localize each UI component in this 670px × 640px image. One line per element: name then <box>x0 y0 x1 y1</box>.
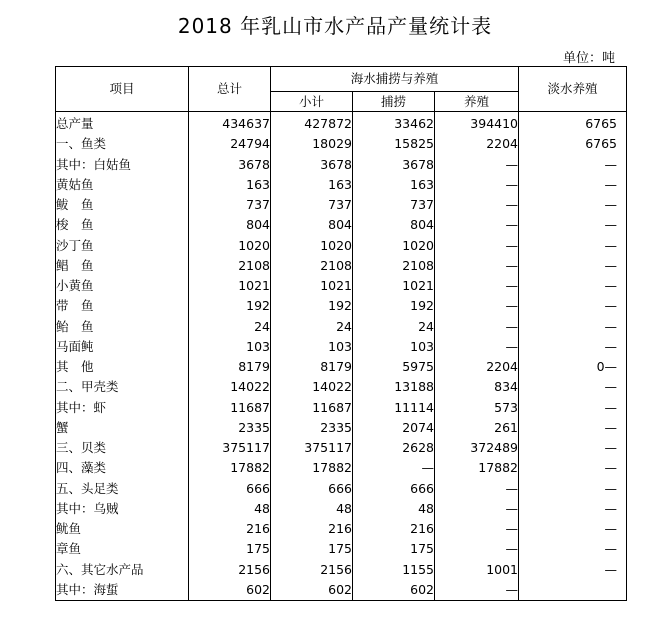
table-row <box>56 458 627 478</box>
row-name: 章鱼 <box>56 539 189 559</box>
table-row <box>56 580 627 601</box>
cell-total: 2108 <box>189 256 271 276</box>
cell-catch: 3678 <box>353 155 435 175</box>
cell-freshwater: — <box>519 256 627 276</box>
table-row <box>56 377 627 397</box>
cell-total: 375117 <box>189 438 271 458</box>
cell-freshwater: — <box>519 317 627 337</box>
header-freshwater: 淡水养殖 <box>519 67 627 112</box>
cell-aquaculture: 372489 <box>435 438 519 458</box>
cell-freshwater: — <box>519 458 627 478</box>
cell-subtotal: 8179 <box>271 357 353 377</box>
cell-total: 804 <box>189 215 271 235</box>
cell-freshwater: — <box>519 539 627 559</box>
row-name: 六、其它水产品 <box>56 560 189 580</box>
table-row <box>56 499 627 519</box>
table-row <box>56 195 627 215</box>
table-row <box>56 236 627 256</box>
cell-freshwater: — <box>519 236 627 256</box>
cell-subtotal: 103 <box>271 337 353 357</box>
cell-total: 11687 <box>189 398 271 418</box>
table-row <box>56 539 627 559</box>
row-name: 鲐 鱼 <box>56 317 189 337</box>
cell-freshwater: — <box>519 276 627 296</box>
row-name: 其中：乌贼 <box>56 499 189 519</box>
row-name: 鱿鱼 <box>56 519 189 539</box>
table-row <box>56 276 627 296</box>
cell-catch: 103 <box>353 337 435 357</box>
cell-aquaculture: — <box>435 215 519 235</box>
cell-catch: — <box>353 458 435 478</box>
cell-catch: 48 <box>353 499 435 519</box>
cell-freshwater: — <box>519 377 627 397</box>
row-name: 沙丁鱼 <box>56 236 189 256</box>
cell-aquaculture: — <box>435 236 519 256</box>
row-name: 带 鱼 <box>56 296 189 316</box>
cell-total: 2156 <box>189 560 271 580</box>
cell-catch: 15825 <box>353 134 435 154</box>
cell-subtotal: 48 <box>271 499 353 519</box>
table-row <box>56 418 627 438</box>
page-title: 2018 年乳山市水产品产量统计表 <box>177 14 493 38</box>
cell-freshwater: — <box>519 155 627 175</box>
table-row <box>56 479 627 499</box>
cell-catch: 2074 <box>353 418 435 438</box>
cell-total: 24 <box>189 317 271 337</box>
cell-total: 1021 <box>189 276 271 296</box>
header-sea-group: 海水捕捞与养殖 <box>271 67 519 92</box>
cell-catch: 1020 <box>353 236 435 256</box>
cell-total: 24794 <box>189 134 271 154</box>
cell-catch: 1155 <box>353 560 435 580</box>
row-name: 一、鱼类 <box>56 134 189 154</box>
row-name: 三、贝类 <box>56 438 189 458</box>
cell-catch: 2628 <box>353 438 435 458</box>
cell-total: 3678 <box>189 155 271 175</box>
cell-catch: 1021 <box>353 276 435 296</box>
cell-total: 48 <box>189 499 271 519</box>
cell-catch: 216 <box>353 519 435 539</box>
row-name: 其 他 <box>56 357 189 377</box>
cell-subtotal: 18029 <box>271 134 353 154</box>
cell-total: 175 <box>189 539 271 559</box>
cell-freshwater: — <box>519 296 627 316</box>
cell-aquaculture: 1001 <box>435 560 519 580</box>
cell-catch: 666 <box>353 479 435 499</box>
cell-aquaculture: — <box>435 296 519 316</box>
row-name: 鲳 鱼 <box>56 256 189 276</box>
cell-aquaculture: — <box>435 256 519 276</box>
table-row <box>56 256 627 276</box>
row-name: 梭 鱼 <box>56 215 189 235</box>
cell-total: 1020 <box>189 236 271 256</box>
cell-aquaculture: 394410 <box>435 112 519 135</box>
cell-catch: 33462 <box>353 112 435 135</box>
cell-catch: 5975 <box>353 357 435 377</box>
cell-catch: 804 <box>353 215 435 235</box>
cell-aquaculture: — <box>435 155 519 175</box>
header-total: 总计 <box>189 67 271 112</box>
cell-freshwater: 6765 <box>519 112 627 135</box>
table-row <box>56 438 627 458</box>
cell-total: 163 <box>189 175 271 195</box>
header-catch: 捕捞 <box>353 92 435 112</box>
cell-total: 666 <box>189 479 271 499</box>
table-row <box>56 134 627 154</box>
cell-subtotal: 216 <box>271 519 353 539</box>
cell-freshwater: — <box>519 418 627 438</box>
cell-total: 8179 <box>189 357 271 377</box>
cell-subtotal: 737 <box>271 195 353 215</box>
table-row <box>56 560 627 580</box>
cell-freshwater: — <box>519 175 627 195</box>
row-name: 五、头足类 <box>56 479 189 499</box>
cell-catch: 11114 <box>353 398 435 418</box>
row-name: 总产量 <box>56 112 189 135</box>
row-name: 其中：白姑鱼 <box>56 155 189 175</box>
cell-subtotal: 2108 <box>271 256 353 276</box>
cell-aquaculture: 17882 <box>435 458 519 478</box>
cell-subtotal: 14022 <box>271 377 353 397</box>
row-name: 四、藻类 <box>56 458 189 478</box>
row-name: 其中：虾 <box>56 398 189 418</box>
cell-catch: 13188 <box>353 377 435 397</box>
cell-subtotal: 375117 <box>271 438 353 458</box>
row-name: 其中：海蜇 <box>56 580 189 601</box>
cell-total: 602 <box>189 580 271 601</box>
cell-aquaculture: — <box>435 337 519 357</box>
cell-aquaculture: 2204 <box>435 357 519 377</box>
cell-subtotal: 11687 <box>271 398 353 418</box>
cell-freshwater <box>519 580 627 601</box>
cell-subtotal: 192 <box>271 296 353 316</box>
cell-aquaculture: — <box>435 499 519 519</box>
table-row <box>56 398 627 418</box>
cell-total: 2335 <box>189 418 271 438</box>
table-row <box>56 175 627 195</box>
row-name: 蟹 <box>56 418 189 438</box>
table-row <box>56 317 627 337</box>
row-name: 马面鲀 <box>56 337 189 357</box>
cell-total: 14022 <box>189 377 271 397</box>
cell-catch: 737 <box>353 195 435 215</box>
cell-subtotal: 175 <box>271 539 353 559</box>
cell-subtotal: 17882 <box>271 458 353 478</box>
cell-freshwater: — <box>519 195 627 215</box>
table-row <box>56 215 627 235</box>
cell-aquaculture: — <box>435 195 519 215</box>
table-row <box>56 519 627 539</box>
cell-freshwater: — <box>519 560 627 580</box>
cell-subtotal: 804 <box>271 215 353 235</box>
cell-aquaculture: — <box>435 317 519 337</box>
cell-catch: 24 <box>353 317 435 337</box>
cell-aquaculture: 573 <box>435 398 519 418</box>
cell-catch: 163 <box>353 175 435 195</box>
cell-catch: 192 <box>353 296 435 316</box>
cell-catch: 2108 <box>353 256 435 276</box>
header-aquaculture: 养殖 <box>435 92 519 112</box>
cell-subtotal: 602 <box>271 580 353 601</box>
cell-subtotal: 1021 <box>271 276 353 296</box>
header-subtotal: 小计 <box>271 92 353 112</box>
cell-aquaculture: — <box>435 519 519 539</box>
cell-subtotal: 427872 <box>271 112 353 135</box>
cell-subtotal: 1020 <box>271 236 353 256</box>
cell-freshwater: — <box>519 398 627 418</box>
cell-aquaculture: 2204 <box>435 134 519 154</box>
cell-aquaculture: — <box>435 479 519 499</box>
cell-total: 17882 <box>189 458 271 478</box>
cell-freshwater: — <box>519 215 627 235</box>
row-name: 二、甲壳类 <box>56 377 189 397</box>
row-name: 黄姑鱼 <box>56 175 189 195</box>
cell-freshwater: — <box>519 337 627 357</box>
cell-freshwater: — <box>519 479 627 499</box>
cell-subtotal: 666 <box>271 479 353 499</box>
table-row <box>56 357 627 377</box>
cell-aquaculture: 261 <box>435 418 519 438</box>
cell-freshwater: 6765 <box>519 134 627 154</box>
cell-subtotal: 2156 <box>271 560 353 580</box>
table-row <box>56 337 627 357</box>
cell-total: 737 <box>189 195 271 215</box>
table-row <box>56 296 627 316</box>
cell-subtotal: 2335 <box>271 418 353 438</box>
unit-label: 单位：吨 <box>562 51 615 66</box>
cell-freshwater: — <box>519 438 627 458</box>
statistics-table <box>55 66 627 601</box>
cell-total: 216 <box>189 519 271 539</box>
cell-total: 192 <box>189 296 271 316</box>
cell-freshwater: — <box>519 519 627 539</box>
header-item: 项目 <box>56 67 189 112</box>
cell-subtotal: 24 <box>271 317 353 337</box>
row-name: 小黄鱼 <box>56 276 189 296</box>
cell-freshwater: — <box>519 499 627 519</box>
row-name: 鲅 鱼 <box>56 195 189 215</box>
cell-aquaculture: — <box>435 175 519 195</box>
cell-total: 103 <box>189 337 271 357</box>
cell-aquaculture: — <box>435 580 519 601</box>
table-row <box>56 155 627 175</box>
cell-catch: 602 <box>353 580 435 601</box>
cell-aquaculture: 834 <box>435 377 519 397</box>
table-row <box>56 112 627 135</box>
cell-total: 434637 <box>189 112 271 135</box>
cell-aquaculture: — <box>435 539 519 559</box>
table-body <box>56 112 627 601</box>
cell-freshwater: 0— <box>519 357 627 377</box>
cell-catch: 175 <box>353 539 435 559</box>
cell-subtotal: 163 <box>271 175 353 195</box>
cell-subtotal: 3678 <box>271 155 353 175</box>
cell-aquaculture: — <box>435 276 519 296</box>
